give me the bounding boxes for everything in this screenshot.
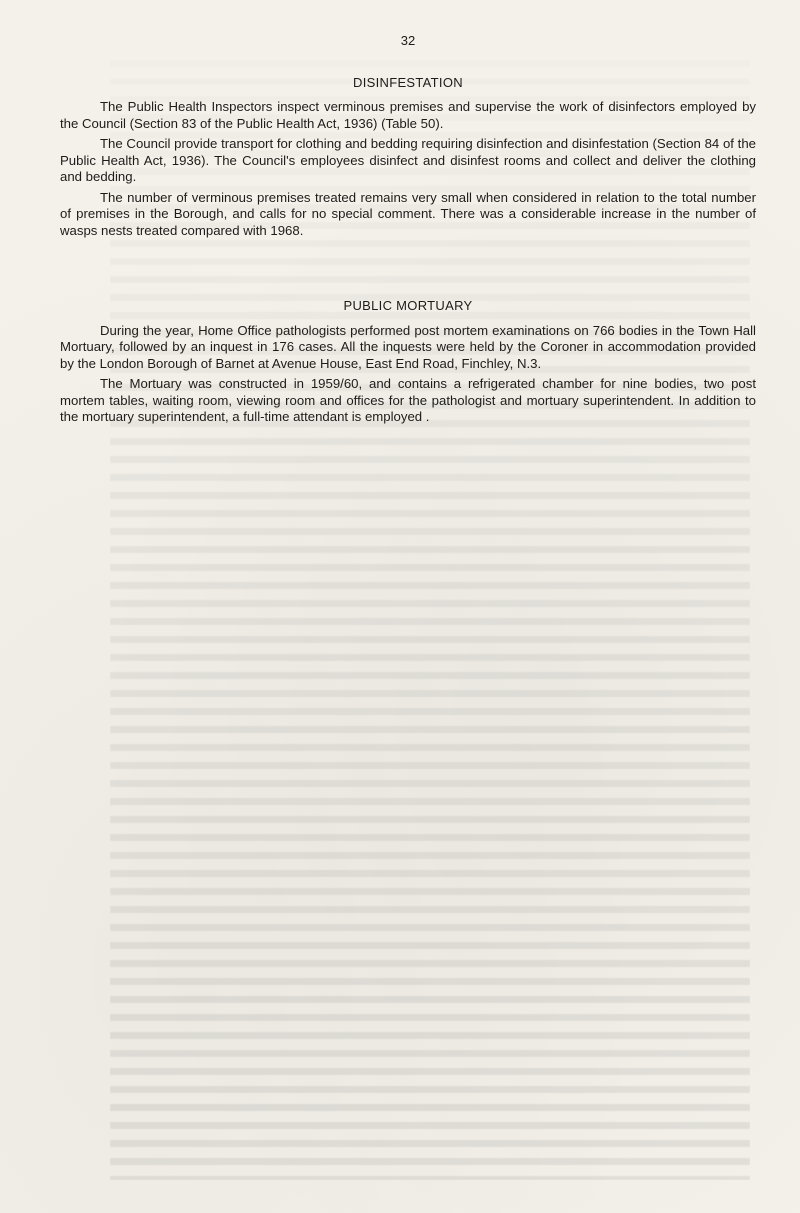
page-number: 32	[400, 33, 416, 48]
section-heading: DISINFESTATION	[353, 74, 463, 90]
paragraph: The number of verminous premises treated remains very small when considered in relation to the total number of premises in the Borough, and calls for no special comment. There was a considerable increase in the number of wasps nests treated compared with 1968.	[60, 189, 756, 238]
paragraph: During the year, Home Office pathologists performed post mortem examinations on 766 bodies in the Town Hall Mortuary, followed by an inquest in 176 cases. All the inquests were held by the Coroner in accommodation provided by the London Borough of Barnet at Avenue House, East End Road, Finchley, N.3.	[60, 322, 756, 371]
page-content	[60, 32, 756, 430]
paragraph: The Public Health Inspectors inspect verminous premises and supervise the work of disinfectors employed by the Council (Section 83 of the Public Health Act, 1936) (Table 50).	[60, 99, 756, 131]
section-public-mortuary	[60, 297, 756, 426]
section-heading: PUBLIC MORTUARY	[343, 298, 473, 313]
section-disinfestation	[60, 74, 756, 240]
paragraph: The Council provide transport for clothing and bedding requiring disinfection and disinfestation (Section 84 of the Public Health Act, 1936). The Council's employees disinfect and disinfest rooms and collect and deliver the clothing and bedding.	[60, 136, 756, 184]
paragraph: The Mortuary was constructed in 1959/60, and contains a refrigerated chamber for nine bodies, two post mortem tables, waiting room, viewing room and offices for the pathologist and mortuary superintendent. In addition to the mortuary superintendent, a full-time attendant is employed .	[60, 376, 756, 424]
